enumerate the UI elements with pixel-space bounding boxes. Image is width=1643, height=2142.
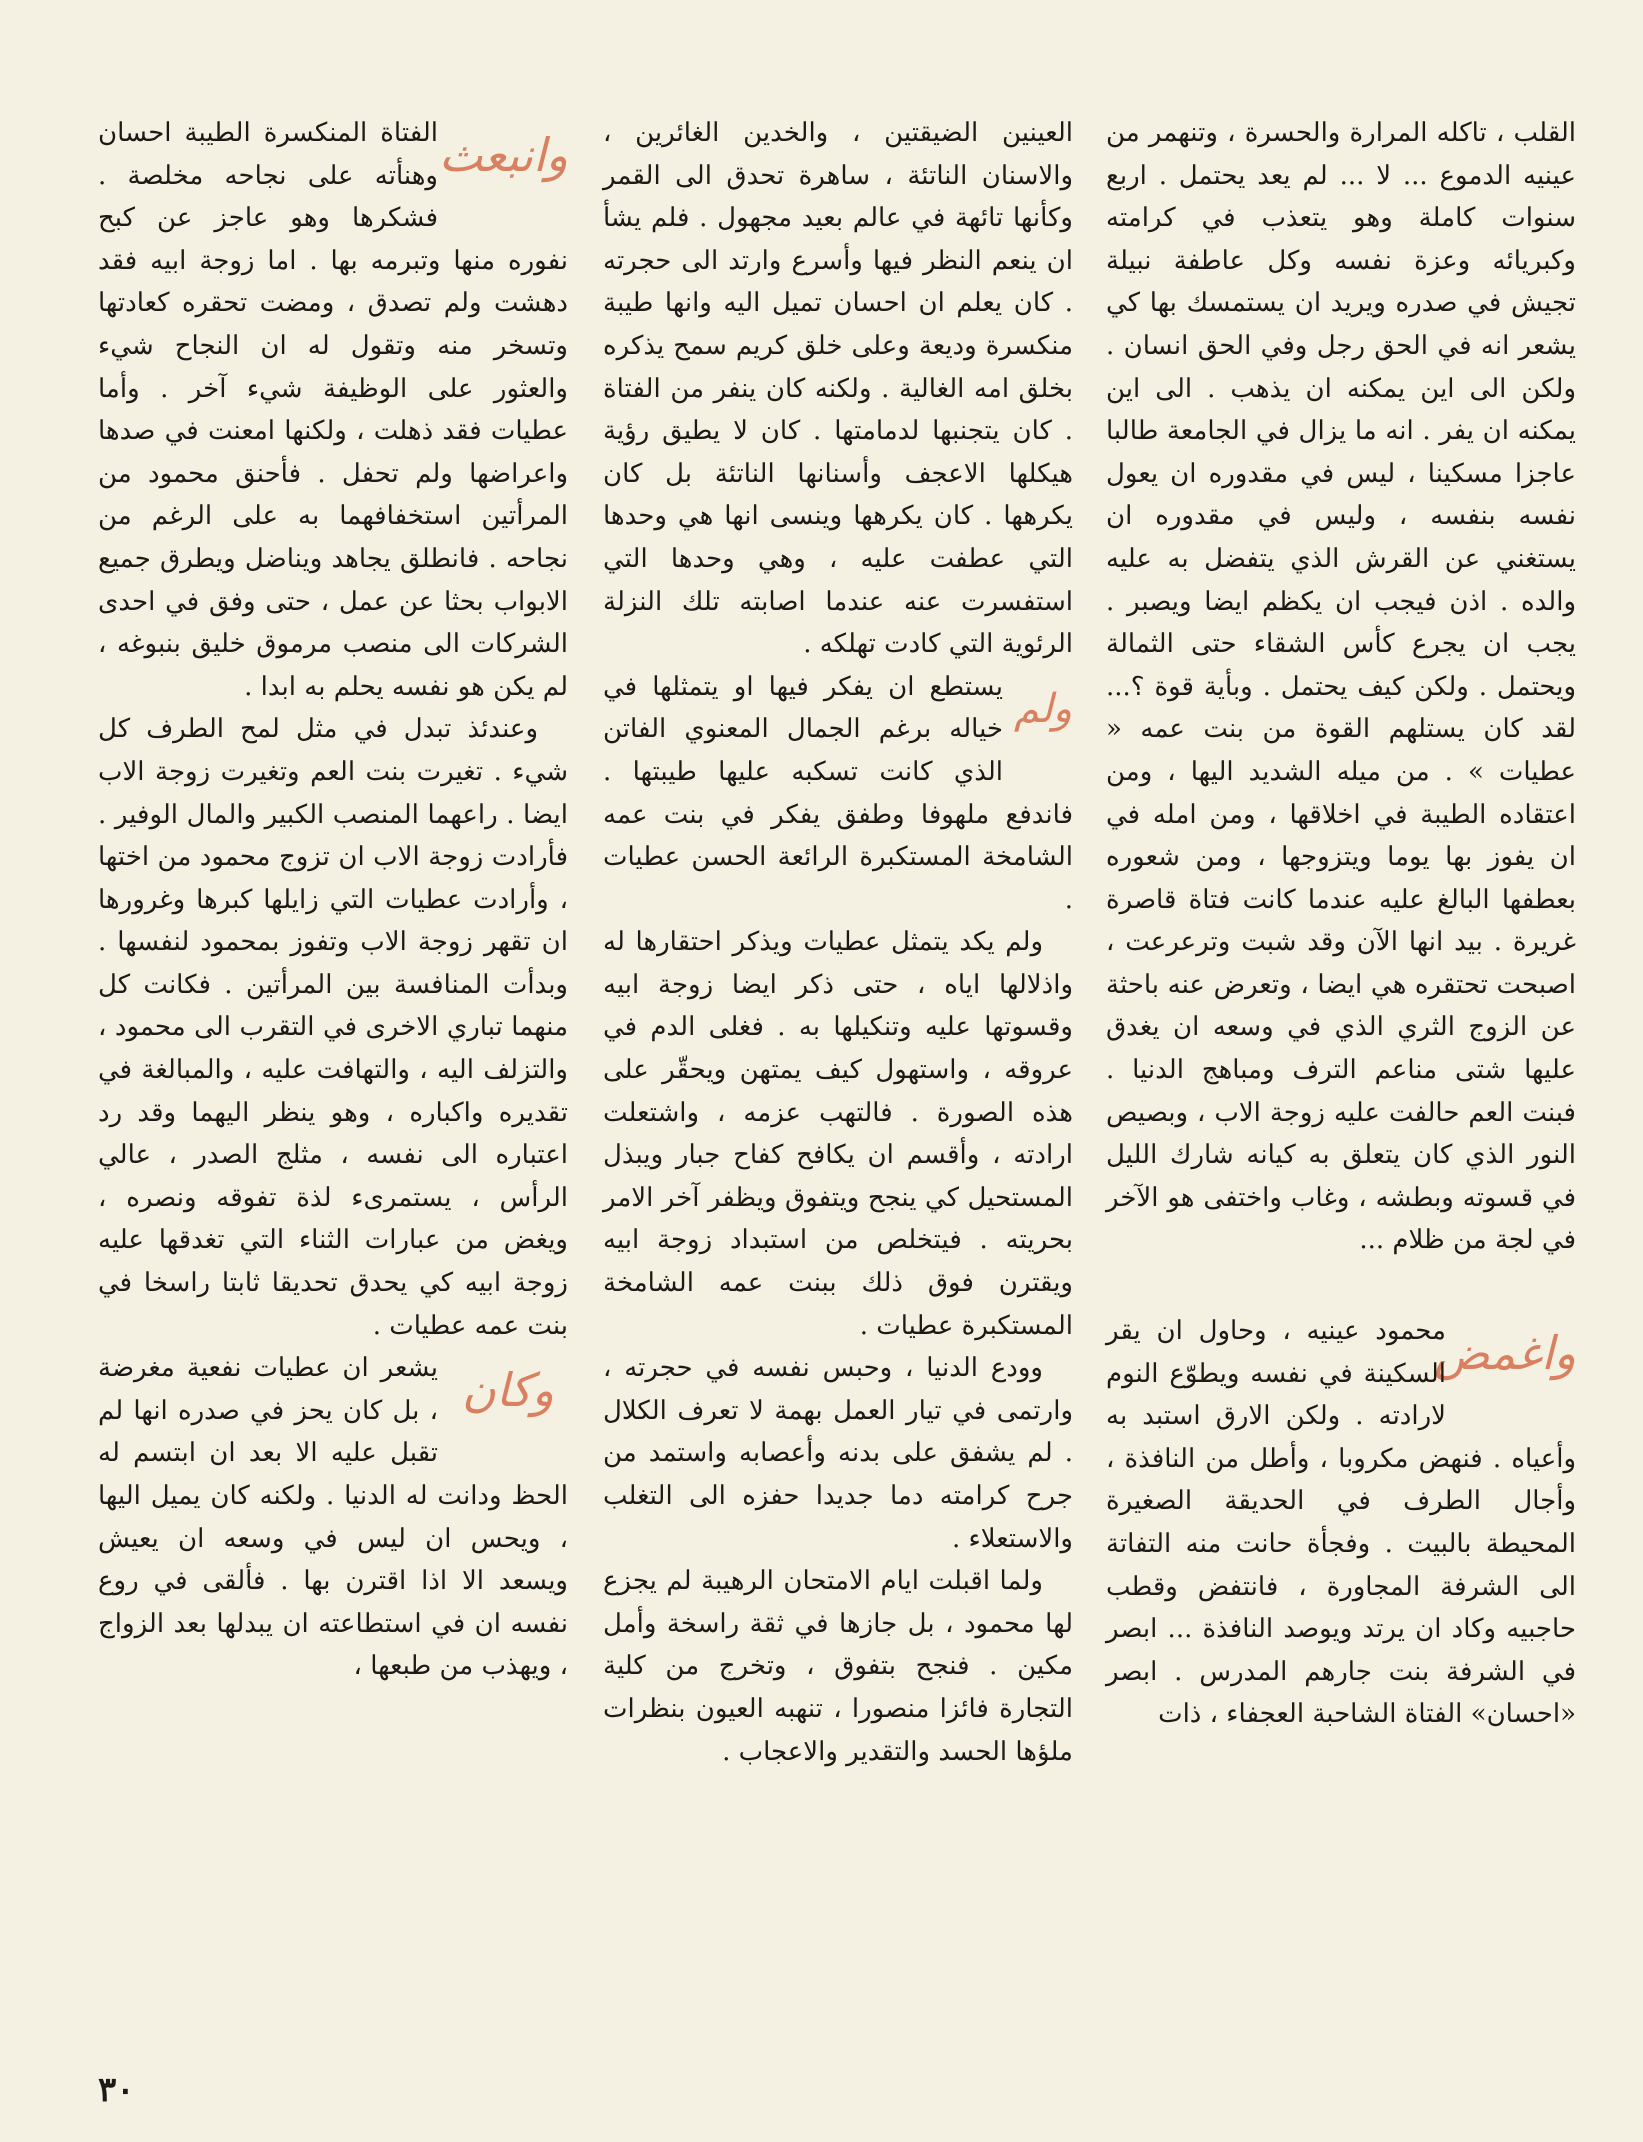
text-column-middle	[603, 112, 1073, 1773]
drop-word: وانبعث	[438, 128, 568, 182]
text-column-left	[98, 112, 568, 1688]
paragraph-with-drop-word	[98, 112, 568, 708]
paragraph: ولما اقبلت ايام الامتحان الرهيبة لم يجزع لها محمود ، بل جازها في ثقة راسخة وأمل مكين . فنجح بتفوق ، وتخرج من كلية التجارة فائزا منصورا ، تنهبه العيون بنظرات ملؤها الحسد والتقدير والاعجاب .	[603, 1566, 1073, 1767]
drop-word: ولم	[1013, 685, 1073, 732]
paragraph: القلب ، تاكله المرارة والحسرة ، وتنهمر من عينيه الدموع ... لا ... لم يعد يحتمل . اربع سنوات كاملة وهو يتعذب في كرامته وكبريائه وعزة نفسه وكل عاطفة نبيلة تجيش في صدره ويريد ان يستمسك بها كي يشعر انه في الحق رجل وفي الحق انسان . ولكن الى اين يمكنه ان يذهب . الى اين يمكنه ان يفر . انه ما يزال في الجامعة طالبا عاجزا مسكينا ، ليس في مقدوره ان يعول نفسه بنفسه ، وليس في مقدوره ان يستغني عن القرش الذي يتفضل به عليه والده . اذن فيجب ان يكظم ايضا ويصبر . يجب ان يجرع كأس الشقاء حتى الثمالة ويحتمل . ولكن كيف يحتمل . وبأية قوة ؟... لقد كان يستلهم القوة من بنت عمه « عطيات » . من ميله الشديد اليها ، ومن اعتقاده الطيبة في اخلاقها ، ومن امله في ان يفوز بها يوما ويتزوجها ، ومن شعوره بعطفها البالغ عليه عندما كانت فتاة قاصرة غريرة . بيد انها الآن وقد شبت وترعرعت ، اصبحت تحتقره هي ايضا ، وتعرض عنه باحثة عن الزوج الثري الذي في وسعه ان يغدق عليها شتى مناعم الترف ومباهج الدنيا . فبنت العم حالفت عليه زوجة الاب ، وبصيص النور الذي كان يتعلق به كيانه شارك الليل في قسوته وبطشه ، وغاب واختفى هو الآخر في لجة من ظلام ...	[1106, 118, 1576, 1256]
paragraph-text: يستطع ان يفكر فيها او يتمثلها في خياله برغم الجمال المعنوي الفاتن الذي كانت تسكبه عليها طيبتها . فاندفع ملهوفا وطفق يفكر في بنت عمه الشامخة المستكبرة الرائعة الحسن عطيات .	[603, 671, 1073, 915]
text-column-right	[1106, 112, 1576, 1736]
paragraph: وعندئذ تبدل في مثل لمح الطرف كل شيء . تغيرت بنت العم وتغيرت زوجة الاب ايضا . راعهما المنصب الكبير والمال الوفير . فأرادت زوجة الاب ان تزوج محمود من اختها ، وأرادت عطيات التي زايلها كبرها وغرورها ان تقهر زوجة الاب وتفوز بمحمود لنفسها . وبدأت المنافسة بين المرأتين . فكانت كل منهما تباري الاخرى في التقرب الى محمود ، والتزلف اليه ، والتهافت عليه ، والمبالغة في تقديره واكباره ، وهو ينظر اليهما وقد رد اعتباره الى نفسه ، مثلج الصدر ، عالي الرأس ، يستمرىء لذة تفوقه ونصره ، ويغض من عبارات الثناء التي تغدقها عليه زوجة ابيه كي يحدق تحديقا ثابتا راسخا في بنت عمه عطيات .	[98, 714, 568, 1341]
page-number: ٣٠	[98, 2070, 135, 2110]
paragraph-text: محمود عينيه ، وحاول ان يقر السكينة في نفسه ويطوّع النوم لارادته . ولكن الارق استبد به وأعياه . فنهض مكروبا ، وأطل من النافذة ، وأجال الطرف في الحديقة الصغيرة المحيطة بالبيت . وفجأة حانت منه التفاتة الى الشرفة المجاورة ، فانتفض وقطب حاجبيه وكاد ان يرتد ويوصد النافذة ... ابصر في الشرفة بنت جارهم المدرس . ابصر «احسان» الفتاة الشاحبة العجفاء ، ذات	[1106, 1316, 1576, 1730]
paragraph-text: الفتاة المنكسرة الطيبة احسان وهنأته على نجاحه مخلصة . فشكرها وهو عاجز عن كبح نفوره منها وتبرمه بها . اما زوجة ابيه فقد دهشت ولم تصدق ، ومضت تحقره كعادتها وتسخر منه وتقول له ان النجاح شيء والعثور على الوظيفة شيء آخر . وأما عطيات فقد ذهلت ، ولكنها امعنت في صدها واعراضها ولم تحفل . فأحنق محمود من المرأتين استخفافهما به على الرغم من نجاحه . فانطلق يجاهد ويناضل ويطرق جميع الابواب بحثا عن عمل ، حتى وفق في احدى الشركات الى منصب مرموق خليق بنبوغه ، لم يكن هو نفسه يحلم به ابدا .	[98, 118, 568, 702]
paragraph-with-drop-word	[98, 1347, 568, 1688]
drop-word: واغمض	[1434, 1326, 1576, 1381]
paragraph: وودع الدنيا ، وحبس نفسه في حجرته ، وارتمى في تيار العمل بهمة لا تعرف الكلال . لم يشفق على بدنه وأعصابه واستمد من جرح كرامته دما جديدا حفزه الى التغلب والاستعلاء .	[603, 1353, 1073, 1554]
paragraph: العينين الضيقتين ، والخدين الغائرين ، والاسنان الناتئة ، ساهرة تحدق الى القمر وكأنها تائهة في عالم بعيد مجهول . فلم يشأ ان ينعم النظر فيها وأسرع وارتد الى حجرته . كان يعلم ان احسان تميل اليه وانها طيبة منكسرة وديعة وعلى خلق كريم سمح يذكره بخلق امه الغالية . ولكنه كان ينفر من الفتاة . كان يتجنبها لدمامتها . كان لا يطيق رؤية هيكلها الاعجف وأسنانها الناتئة بل كان يكرهها . كان يكرهها وينسى انها هي وحدها التي عطفت عليه ، وهي وحدها التي استفسرت عنه عندما اصابته تلك النزلة الرئوية التي كادت تهلكه .	[603, 118, 1073, 660]
paragraph-text: يشعر ان عطيات نفعية مغرضة ، بل كان يحز في صدره انها لم تقبل عليه الا بعد ان ابتسم له الحظ ودانت له الدنيا . ولكنه كان يميل اليها ، ويحس ان ليس في وسعه ان يعيش ويسعد الا اذا اقترن بها . فألقى في روع نفسه ان في استطاعته ان يبدلها بعد الزواج ، ويهذب من طبعها ،	[98, 1353, 568, 1682]
paragraph: ولم يكد يتمثل عطيات ويذكر احتقارها له واذلالها اياه ، حتى ذكر ايضا زوجة ابيه وقسوتها عليه وتنكيلها به . فغلى الدم في عروقه ، واستهول كيف يمتهن ويحقّر على هذه الصورة . فالتهب عزمه ، واشتعلت ارادته ، وأقسم ان يكافح كفاح جبار ويبذل المستحيل كي ينجح ويتفوق ويظفر آخر الامر بحريته . فيتخلص من استبداد زوجة ابيه ويقترن فوق ذلك ببنت عمه الشامخة المستكبرة عطيات .	[603, 927, 1073, 1341]
paragraph-with-drop-word	[1106, 1310, 1576, 1736]
paragraph-with-drop-word	[603, 666, 1073, 922]
drop-word: وكان	[462, 1363, 554, 1418]
